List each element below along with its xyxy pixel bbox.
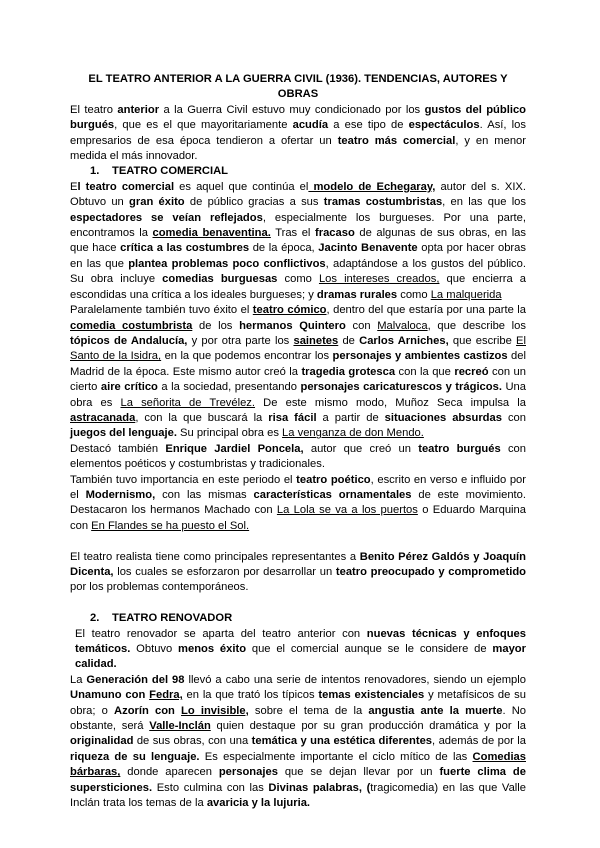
text-run: y metafísicos de su obra; o <box>70 689 526 717</box>
text-run: con un cierto <box>70 365 526 394</box>
section-title: TEATRO RENOVADOR <box>112 612 233 625</box>
paragraph-spacer <box>70 534 526 549</box>
bold-run: teatro preocupado y comprometido <box>335 565 526 578</box>
text-run: También tuvo importancia en este periodo el <box>70 473 297 486</box>
text-run: con <box>345 319 378 332</box>
text-run: Su principal obra es <box>176 427 283 440</box>
text-run: llevó a cabo una serie de intentos renovadores, siendo un ejemplo <box>184 673 526 686</box>
text-run: es aquel que continúa el <box>174 180 309 193</box>
text-run: a la Guerra Civil estuvo muy condicionado por los <box>159 103 425 116</box>
text-run: de público gracias a sus <box>184 196 324 209</box>
bold-run: acudía <box>292 119 329 132</box>
text-run: autor del s. XIX. Obtuvo un <box>70 180 526 209</box>
bold-run: comedias burguesas <box>162 273 278 286</box>
bold-run: mayor calidad. <box>75 643 526 671</box>
paragraph-renovador-2 <box>70 673 526 812</box>
text-run: de los <box>192 319 240 332</box>
text-run: El teatro <box>70 103 118 116</box>
bold-run: recreó <box>454 365 489 378</box>
paragraph-spacer <box>70 596 526 611</box>
text-run: como <box>277 273 319 286</box>
bold-run: Carlos Arniches, <box>359 334 449 347</box>
bold-underline-run: Valle-Inclán <box>149 720 211 733</box>
bold-run: crítica a las costumbres <box>120 242 250 255</box>
text-run: El teatro realista tiene como principales representantes a <box>70 550 360 563</box>
text-run: , que es el que mayoritariamente <box>114 119 293 132</box>
text-run: con las mismas <box>155 488 254 501</box>
bold-run: temas existenciales <box>318 689 425 702</box>
bold-run: Modernismo, <box>85 488 156 501</box>
text-run: , adaptándose a los gustos del público. Su obra incluye <box>70 257 526 286</box>
bold-run: fracaso <box>314 227 355 240</box>
text-run: y por otra parte los <box>187 334 294 347</box>
text-run: con elementos poéticos y costumbristas y tradicionales. <box>70 442 526 471</box>
text-run: Tras el <box>270 227 315 240</box>
section-number: 2. <box>90 612 100 625</box>
text-run: Una obra es <box>70 381 526 409</box>
paragraph-renovador-1 <box>70 627 526 673</box>
text-run: del Madrid de la época. Este mismo autor creó la <box>70 350 526 378</box>
bold-run: situaciones absurdas <box>384 411 502 424</box>
bold-run: personajes y ambientes castizos <box>332 350 508 363</box>
underline-run: La venganza de don Mendo. <box>282 427 424 440</box>
bold-run: angustia ante la muerte <box>368 704 503 717</box>
text-run: en la que trató los típicos <box>182 689 319 702</box>
text-run: de <box>338 334 360 347</box>
underline-run: El Santo de la Isidra, <box>70 334 526 363</box>
text-run: autor que creó un <box>303 442 419 455</box>
bold-underline-run: Lo invisible, <box>181 704 249 717</box>
bold-run: tópicos de Andalucía, <box>70 334 188 347</box>
bold-run: personajes caricaturescos y trágicos. <box>300 381 502 394</box>
bold-run: Generación del 98 <box>86 673 185 686</box>
text-run: donde aparecen <box>120 766 219 779</box>
bold-underline-run: comedia costumbrista <box>70 319 193 332</box>
text-run: con la que <box>395 365 455 378</box>
text-run: El teatro renovador se aparta del teatro anterior con <box>75 627 367 640</box>
text-run: Paralelamente también tuvo éxito el <box>70 304 253 317</box>
text-run: , además de por la <box>432 735 526 748</box>
section-heading-renovador <box>70 611 526 626</box>
bold-run: gustos del público burgués <box>70 103 526 132</box>
paragraph-comercial-3 <box>70 442 526 473</box>
text-run: Esto culmina con las <box>152 781 269 794</box>
text-run: De este mismo modo, Muñoz Seca impulsa la <box>255 396 526 409</box>
text-run: Obtuvo <box>130 643 179 655</box>
text-run: de este movimiento. Destacaron los hermanos Machado con <box>70 488 526 517</box>
text-run: de algunas de sus obras, en las que hace <box>70 227 527 255</box>
bold-run: juegos del lenguaje. <box>70 427 177 440</box>
text-run: sobre el tema de la <box>248 704 369 717</box>
text-run: tragicomedia) en las que Valle Inclán trata los temas de la <box>70 781 526 810</box>
text-run: quien destaque por su gran producción dramática y por la <box>210 720 526 733</box>
text-run: que se dejan llevar por un <box>277 766 440 779</box>
bold-run: riqueza de su lenguaje. <box>70 750 200 763</box>
underline-run: Los intereses creados, <box>318 273 440 286</box>
text-run: , y en menor medida el más innovador. <box>70 134 526 163</box>
bold-underline-run: teatro cómico <box>252 304 327 317</box>
bold-underline-run: comedia benaventina. <box>152 227 271 240</box>
bold-run: personajes <box>218 766 278 779</box>
bold-underline-run: Comedias bárbaras, <box>70 750 526 779</box>
bold-run: características ornamentales <box>253 488 412 501</box>
bold-underline-run: astracanada <box>70 411 136 424</box>
underline-run: La malquerida <box>430 288 502 301</box>
text-run: La <box>70 673 87 686</box>
bold-run: tramas costumbristas <box>323 196 443 209</box>
underline-run: Malvaloca <box>377 319 428 332</box>
bold-run: Enrique Jardiel Poncela, <box>165 442 304 455</box>
bold-run: tragedia grotesca <box>301 365 396 378</box>
paragraph-comercial-4 <box>70 473 526 535</box>
text-run: a la sociedad, presentando <box>157 381 301 394</box>
text-run: , en las que los <box>442 196 526 209</box>
text-run: los cuales se esforzaron por desarrollar un <box>113 565 336 578</box>
bold-run: nuevas técnicas y enfoques temáticos. <box>75 627 526 655</box>
document-title: EL TEATRO ANTERIOR A LA GUERRA CIVIL (1936). TENDENCIAS, AUTORES Y OBRAS <box>88 73 508 101</box>
bold-run: anterior <box>117 103 160 116</box>
text-run: , con la que buscará la <box>135 411 269 424</box>
text-run: , escrito en verso e influido por el <box>70 473 527 501</box>
text-run: con <box>501 411 526 424</box>
bold-underline-run: modelo de Echegaray, <box>308 180 436 193</box>
text-run: de la época, <box>249 242 319 255</box>
text-run: . Así, los empresarios de esa época tendieron a ofertar un <box>70 119 526 147</box>
bold-underline-run: sainetes <box>293 334 339 347</box>
bold-run: espectáculos <box>408 119 480 132</box>
bold-run: dramas rurales <box>316 288 398 301</box>
underline-run: En Flandes se ha puesto el Sol. <box>91 519 250 532</box>
text-run: E <box>70 180 78 193</box>
section-title: TEATRO COMERCIAL <box>112 165 229 178</box>
text-run: o Eduardo Marquina con <box>70 504 526 532</box>
bold-run: teatro poético <box>296 473 371 486</box>
bold-run: Divinas palabras, ( <box>268 781 371 794</box>
underline-run: La señorita de Trevélez. <box>120 396 256 409</box>
bold-run: fuerte clima de supersticiones. <box>70 766 526 794</box>
bold-run: menos éxito <box>178 643 247 655</box>
bold-run: avaricia y la lujuria. <box>206 797 311 810</box>
bold-run: Jacinto Benavente <box>318 242 418 255</box>
text-run: a ese tipo de <box>328 119 409 132</box>
intro-paragraph <box>70 103 526 165</box>
bold-run: teatro burgués <box>418 442 501 455</box>
text-run: en la que podemos encontrar los <box>161 350 333 363</box>
bold-run: Benito Pérez Galdós y Joaquín Dicenta, <box>70 550 526 578</box>
section-number: 1. <box>90 165 100 178</box>
text-run: Es especialmente importante el ciclo mítico de las <box>199 750 473 763</box>
bold-run: l teatro comercial <box>77 180 175 193</box>
text-run: de sus obras, con una <box>133 735 252 748</box>
text-run: , especialmente los burgueses. Por una parte, encontramos la <box>70 211 526 240</box>
text-run: que el comercial aunque se le considere de <box>246 643 493 655</box>
bold-run: teatro más comercial <box>337 134 456 147</box>
section-heading-comercial <box>70 164 526 179</box>
document-content <box>70 72 526 811</box>
text-run: como <box>397 288 431 301</box>
bold-run: hermanos Quintero <box>239 319 346 332</box>
text-run: Destacó también <box>70 442 166 455</box>
bold-run: originalidad <box>70 735 134 748</box>
bold-run: risa fácil <box>268 411 317 424</box>
bold-run: Azorín con <box>114 704 182 717</box>
text-run: que escribe <box>448 334 517 347</box>
text-run: opta por hacer obras en las que <box>70 242 526 270</box>
bold-run: temática y una estética diferentes <box>251 735 433 748</box>
bold-run: aire crítico <box>100 381 158 394</box>
text-run: por los problemas contemporáneos. <box>70 581 249 594</box>
text-run: , que describe los <box>427 319 526 332</box>
bold-underline-run: Fedra, <box>149 689 183 702</box>
paragraph-realista <box>70 550 526 596</box>
text-run: , dentro del que estaría por una parte la <box>326 304 526 317</box>
bold-run: espectadores se veían reflejados <box>70 211 263 224</box>
bold-run: gran éxito <box>129 196 185 209</box>
paragraph-comercial-2 <box>70 303 526 442</box>
text-run: que encierra a escondidas una crítica a los ideales burgueses; y <box>70 273 527 301</box>
underline-run: La Lola se va a los puertos <box>276 504 418 517</box>
bold-run: Unamuno con <box>70 689 150 702</box>
text-run: a partir de <box>316 411 385 424</box>
text-run: . No obstante, será <box>70 704 526 733</box>
paragraph-comercial-1 <box>70 180 526 303</box>
bold-run: plantea problemas poco conflictivos <box>128 257 326 270</box>
